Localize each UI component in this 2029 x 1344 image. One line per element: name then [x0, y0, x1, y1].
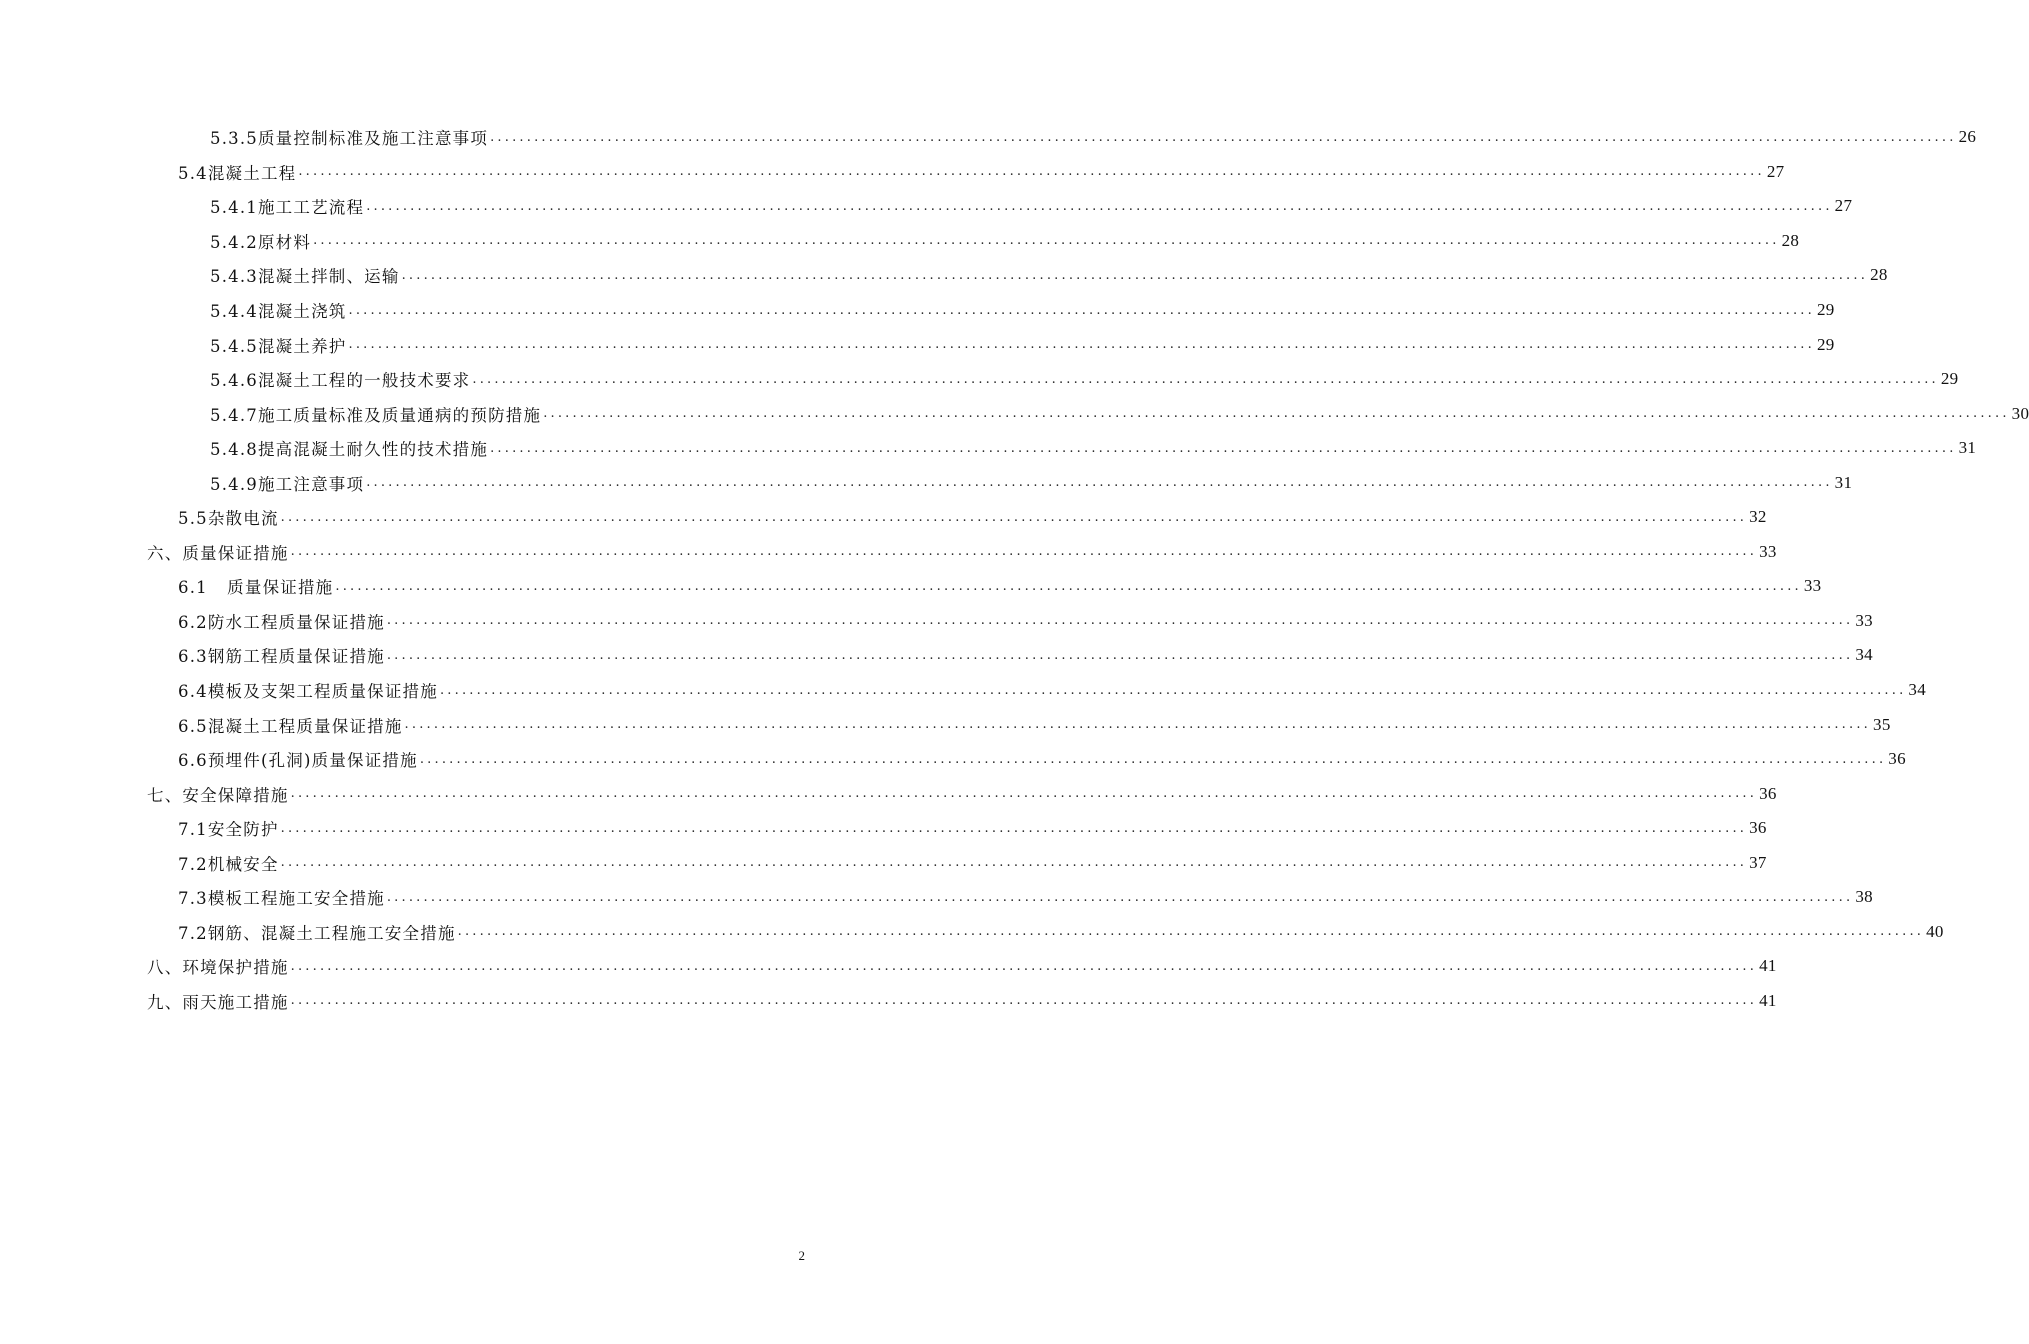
toc-entry-page: 35 — [1873, 714, 1891, 734]
dot-leader: ........................................................................................................................................................................................................ — [290, 993, 1758, 1009]
toc-entry[interactable] — [0, 776, 1777, 811]
dot-leader: ........................................................................................................................................................................................................ — [386, 647, 1854, 663]
toc-entry[interactable] — [0, 984, 1777, 1019]
toc-entry-page: 32 — [1749, 507, 1767, 527]
toc-entry[interactable] — [0, 604, 1873, 639]
toc-entry-label: 7.2钢筋、混凝土工程施工安全措施 — [178, 923, 456, 943]
toc-entry[interactable] — [0, 742, 1906, 777]
toc-entry-page: 38 — [1855, 887, 1873, 907]
toc-entry-page: 34 — [1855, 645, 1873, 665]
toc-entry-label: 6.4模板及支架工程质量保证措施 — [178, 682, 438, 702]
dot-leader: ........................................................................................................................................................................................................ — [472, 371, 1939, 387]
toc-entry[interactable] — [0, 500, 1767, 535]
dot-leader: ........................................................................................................................................................................................................ — [280, 509, 1748, 525]
toc-entry[interactable] — [0, 845, 1767, 880]
toc-entry-page: 31 — [1958, 438, 1977, 458]
toc-entry-label: 7.2机械安全 — [178, 854, 279, 874]
dot-leader: ........................................................................................................................................................................................................ — [439, 682, 1907, 698]
toc-entry-label: 七、安全保障措施 — [147, 785, 289, 805]
toc-entry-page: 28 — [1781, 230, 1800, 250]
dot-leader: ........................................................................................................................................................................................................ — [348, 302, 1815, 318]
toc-entry-page: 41 — [1759, 956, 1777, 976]
dot-leader: ........................................................................................................................................................................................................ — [386, 889, 1854, 905]
toc-entry-page: 41 — [1759, 990, 1777, 1010]
toc-entry-page: 30 — [2011, 403, 2029, 423]
dot-leader: ........................................................................................................................................................................................................ — [313, 233, 1780, 249]
dot-leader: ........................................................................................................................................................................................................ — [290, 786, 1758, 802]
dot-leader: ........................................................................................................................................................................................................ — [419, 751, 1887, 767]
toc-entry-label: 5.4混凝土工程 — [178, 163, 297, 183]
table-of-contents — [0, 120, 2029, 1018]
toc-entry[interactable] — [0, 535, 1777, 570]
toc-entry[interactable] — [0, 569, 1822, 604]
toc-entry[interactable] — [0, 155, 1785, 190]
dot-leader: ........................................................................................................................................................................................................ — [366, 198, 1833, 214]
toc-entry[interactable] — [0, 673, 1927, 708]
toc-entry[interactable] — [0, 431, 1977, 466]
toc-entry-label: 6.6预埋件(孔洞)质量保证措施 — [178, 751, 418, 771]
toc-entry-page: 28 — [1870, 265, 1888, 285]
toc-entry[interactable] — [0, 327, 1835, 362]
dot-leader: ........................................................................................................................................................................................................ — [404, 717, 1872, 733]
toc-entry-label: 6.3钢筋工程质量保证措施 — [178, 647, 385, 667]
dot-leader: ........................................................................................................................................................................................................ — [335, 578, 1802, 594]
dot-leader: ........................................................................................................................................................................................................ — [490, 129, 1957, 145]
dot-leader: ........................................................................................................................................................................................................ — [457, 924, 1925, 940]
toc-entry-label: 6.5混凝土工程质量保证措施 — [178, 716, 403, 736]
dot-leader: ........................................................................................................................................................................................................ — [490, 440, 1957, 456]
toc-entry-label: 7.1安全防护 — [178, 820, 279, 840]
toc-entry[interactable] — [0, 224, 1800, 259]
toc-entry-label: 5.4.5混凝土养护 — [210, 336, 347, 356]
toc-entry[interactable] — [0, 120, 1977, 155]
dot-leader: ........................................................................................................................................................................................................ — [290, 958, 1758, 974]
toc-entry-page: 31 — [1834, 472, 1853, 492]
toc-entry-label: 7.3模板工程施工安全措施 — [178, 889, 385, 909]
toc-entry[interactable] — [0, 362, 1959, 397]
toc-entry[interactable] — [0, 949, 1777, 984]
toc-entry-label: 5.4.7施工质量标准及质量通病的预防措施 — [210, 405, 542, 425]
toc-entry-page: 34 — [1908, 680, 1927, 700]
dot-leader: ........................................................................................................................................................................................................ — [280, 820, 1748, 836]
toc-entry[interactable] — [0, 396, 2029, 431]
dot-leader: ........................................................................................................................................................................................................ — [280, 855, 1748, 871]
toc-entry[interactable] — [0, 707, 1891, 742]
toc-entry-label: 5.4.9施工注意事项 — [210, 474, 365, 494]
toc-entry-page: 36 — [1888, 749, 1906, 769]
dot-leader: ........................................................................................................................................................................................................ — [366, 475, 1833, 491]
toc-entry[interactable] — [0, 293, 1835, 328]
toc-entry-page: 37 — [1749, 852, 1767, 872]
toc-entry-page: 36 — [1759, 783, 1777, 803]
toc-entry-label: 5.3.5质量控制标准及施工注意事项 — [210, 129, 489, 149]
dot-leader: ........................................................................................................................................................................................................ — [290, 544, 1758, 560]
toc-entry-label: 6.2防水工程质量保证措施 — [178, 612, 385, 632]
toc-entry[interactable] — [0, 258, 1888, 293]
toc-entry-page: 29 — [1816, 334, 1835, 354]
toc-entry-page: 27 — [1834, 196, 1853, 216]
toc-entry-page: 33 — [1759, 541, 1777, 561]
toc-entry-label: 6.1 质量保证措施 — [178, 578, 334, 598]
toc-entry[interactable] — [0, 189, 1853, 224]
dot-leader: ........................................................................................................................................................................................................ — [386, 613, 1854, 629]
toc-entry[interactable] — [0, 880, 1873, 915]
toc-entry[interactable] — [0, 638, 1873, 673]
page-number: 2 — [798, 1248, 805, 1263]
toc-entry-page: 33 — [1803, 576, 1822, 596]
toc-entry-label: 5.4.2原材料 — [210, 232, 312, 252]
toc-entry-label: 5.4.8提高混凝土耐久性的技术措施 — [210, 440, 489, 460]
toc-entry[interactable] — [0, 915, 1944, 950]
dot-leader: ........................................................................................................................................................................................................ — [298, 164, 1765, 180]
toc-entry-label: 六、质量保证措施 — [147, 543, 289, 563]
toc-entry-label: 5.4.1施工工艺流程 — [210, 198, 365, 218]
toc-entry-page: 33 — [1855, 610, 1873, 630]
dot-leader: ........................................................................................................................................................................................................ — [348, 337, 1815, 353]
toc-entry-label: 5.5杂散电流 — [178, 509, 279, 529]
dot-leader: ........................................................................................................................................................................................................ — [543, 406, 2010, 422]
toc-entry-page: 40 — [1926, 921, 1944, 941]
toc-entry-label: 5.4.3混凝土拌制、运输 — [210, 267, 400, 287]
toc-entry-page: 26 — [1958, 127, 1977, 147]
toc-entry-page: 27 — [1766, 161, 1785, 181]
dot-leader: ........................................................................................................................................................................................................ — [401, 267, 1869, 283]
toc-entry-label: 八、环境保护措施 — [147, 958, 289, 978]
toc-entry-label: 5.4.4混凝土浇筑 — [210, 302, 347, 321]
toc-entry-label: 九、雨天施工措施 — [147, 992, 289, 1012]
toc-entry-label: 5.4.6混凝土工程的一般技术要求 — [210, 371, 471, 391]
toc-entry-page: 29 — [1816, 300, 1835, 319]
toc-entry-page: 36 — [1749, 818, 1767, 838]
toc-entry-page: 29 — [1940, 369, 1959, 389]
toc-entry[interactable] — [0, 811, 1767, 846]
toc-entry[interactable] — [0, 465, 1853, 500]
